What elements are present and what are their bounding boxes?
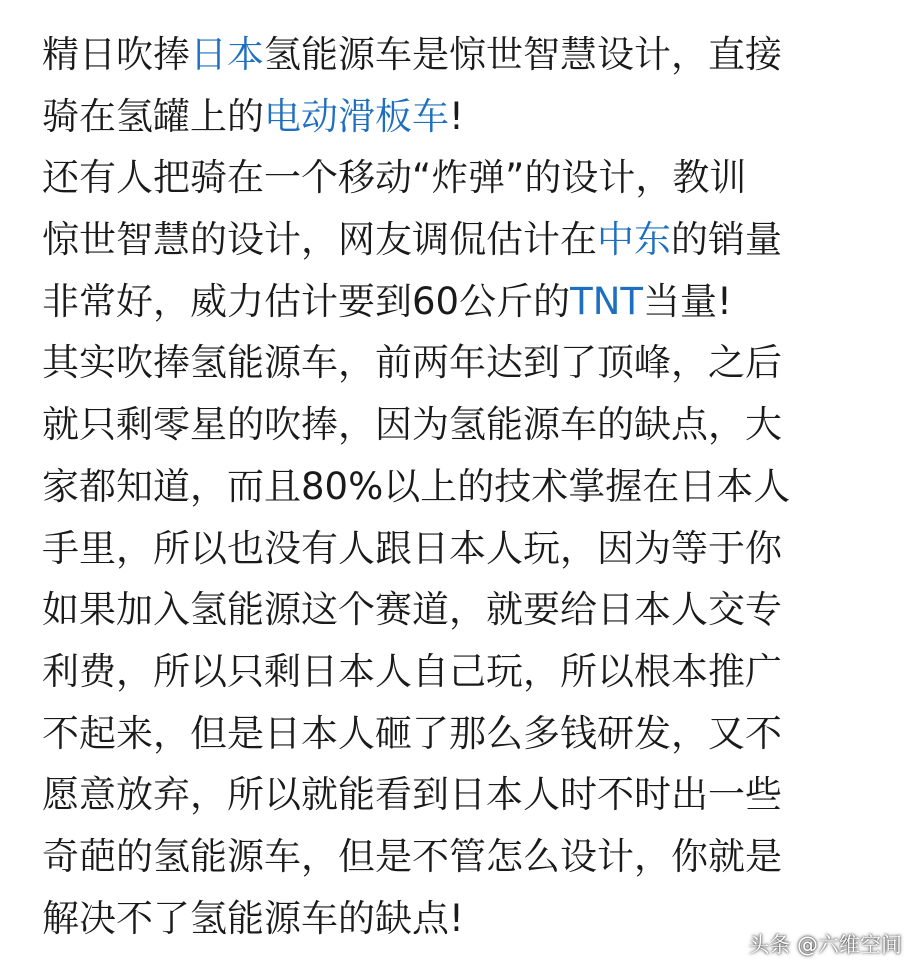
text-segment: 氢能源车是惊世智慧设计，直接: [264, 33, 782, 76]
paragraph-line: [42, 86, 872, 148]
source-watermark: 头条 @六维空间: [748, 933, 902, 957]
keyword-link-middle-east[interactable]: 中东: [597, 218, 671, 262]
keyword-link-japan[interactable]: 日本: [190, 33, 264, 76]
text-segment: 非常好，威力估计要到60公斤的: [42, 279, 571, 323]
keyword-link-tnt[interactable]: TNT: [570, 279, 643, 323]
paragraph-line: 手里，所以也没有人跟日本人玩，因为等于你: [42, 526, 782, 570]
text-segment: 骑在氢罐上的: [42, 94, 264, 138]
paragraph-line: 就只剩零星的吹捧，因为氢能源车的缺点，大: [42, 403, 782, 447]
paragraph-line: [42, 24, 872, 86]
paragraph-line: [42, 271, 872, 333]
paragraph-line: 愿意放弃，所以就能看到日本人时不时出一些: [42, 773, 782, 817]
paragraph-line: 奇葩的氢能源车，但是不管怎么设计，你就是: [42, 834, 782, 878]
paragraph-line: 其实吹捧氢能源车，前两年达到了顶峰，之后: [42, 341, 782, 385]
text-segment: 当量!: [642, 279, 732, 323]
text-segment: 惊世智慧的设计，网友调侃估计在: [42, 218, 597, 262]
article-body: [42, 24, 872, 949]
paragraph-line: 家都知道，而且80%以上的技术掌握在日本人: [42, 464, 791, 508]
text-segment: 精日吹捧: [42, 33, 190, 76]
text-segment: !: [449, 94, 464, 138]
paragraph-line: 不起来，但是日本人砸了那么多钱研发，又不: [42, 711, 782, 755]
paragraph-line: 解决不了氢能源车的缺点!: [42, 896, 464, 940]
keyword-link-electric-scooter[interactable]: 电动滑板车: [264, 94, 449, 138]
paragraph-line: 如果加入氢能源这个赛道，就要给日本人交专: [42, 588, 782, 632]
paragraph-line: 还有人把骑在一个移动“炸弹”的设计，教训: [42, 156, 747, 200]
paragraph-line: [42, 209, 872, 271]
text-segment: 的销量: [671, 218, 782, 262]
paragraph-line: 利费，所以只剩日本人自己玩，所以根本推广: [42, 649, 782, 693]
